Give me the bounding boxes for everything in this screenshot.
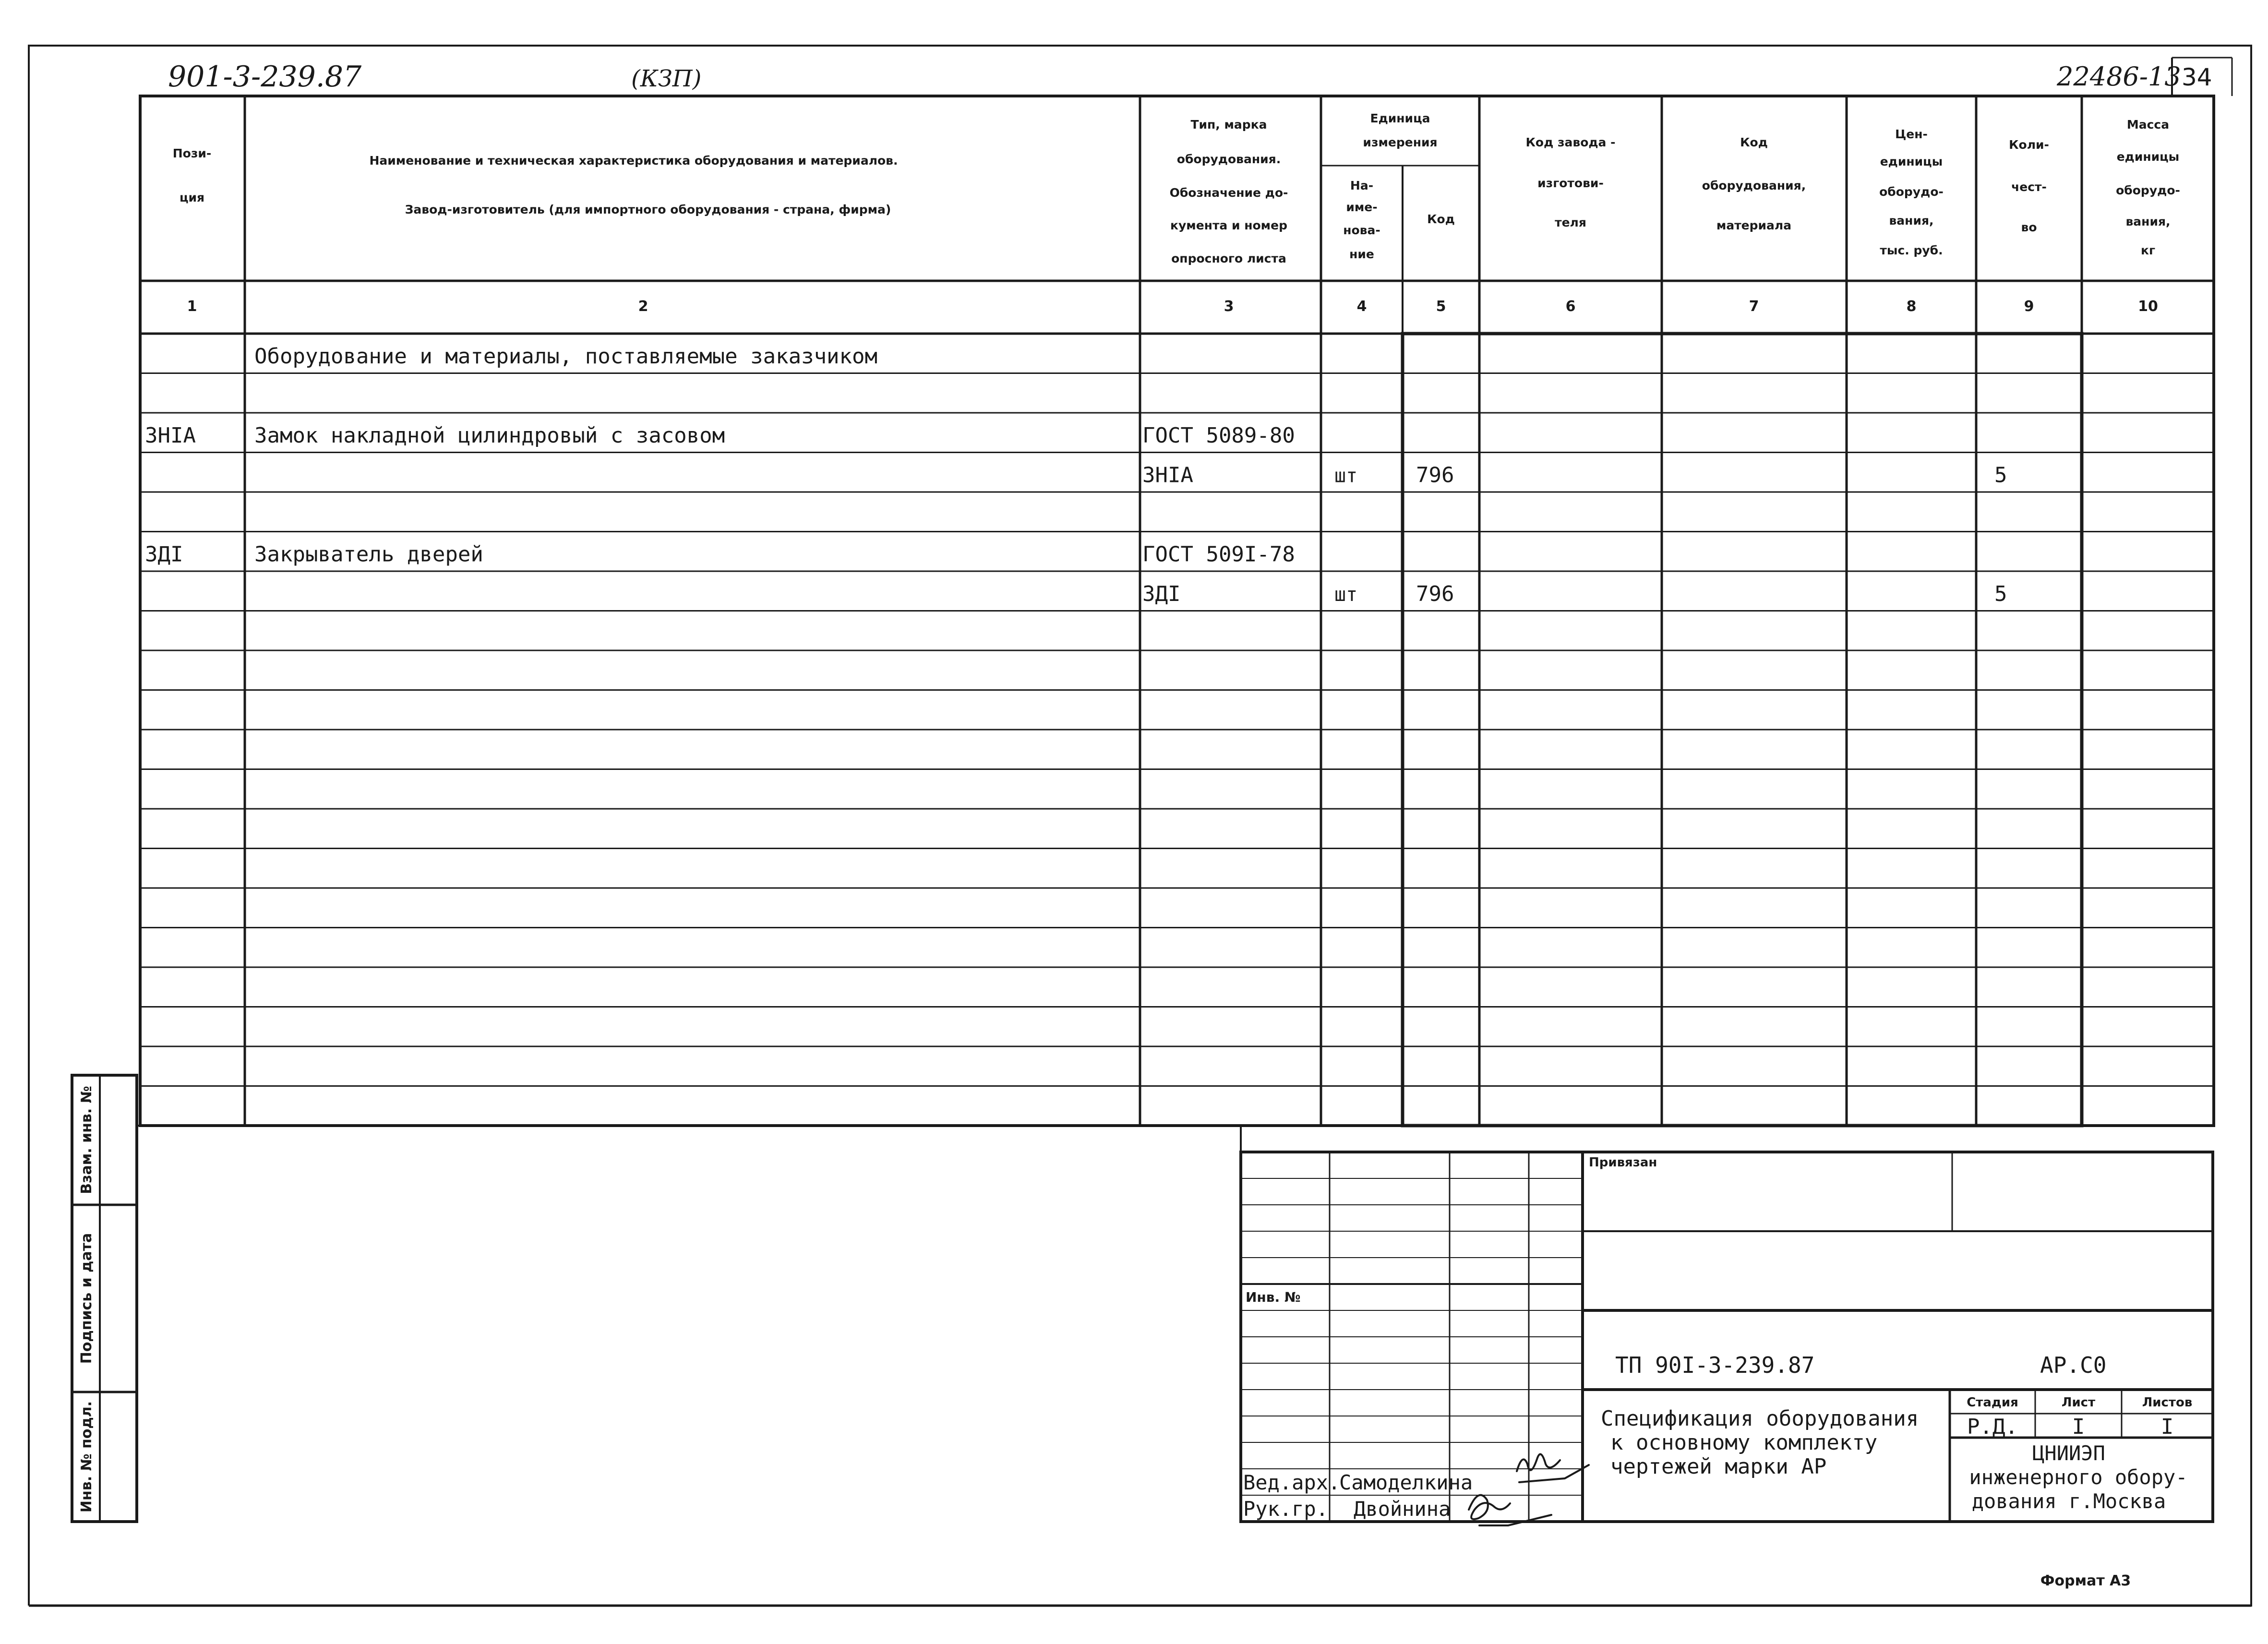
cell-code: 796 <box>1416 582 1454 606</box>
cell-pos: ЗНIА <box>145 423 196 448</box>
header-col8-line2: единицы <box>1880 155 1943 168</box>
cell-qty: 5 <box>1994 463 2007 488</box>
sheet-header: Лист <box>2061 1395 2096 1410</box>
header-col8-line4: вания, <box>1889 214 1934 228</box>
sheet-number: 34 <box>2182 63 2212 91</box>
header-col8-line3: оборудо- <box>1879 185 1944 199</box>
header-col4-line3: нова- <box>1343 223 1380 237</box>
col-number-3: 3 <box>1224 298 1234 315</box>
drawing-mark: АР.С0 <box>2040 1352 2107 1378</box>
cell-name: Замок накладной цилиндровый с засовом <box>254 423 725 448</box>
col-number-8: 8 <box>1906 298 1917 315</box>
header-col10-line3: оборудо- <box>2116 183 2180 197</box>
inv-no-label: Инв. № <box>1246 1289 1301 1305</box>
header-col3-line1: Тип, марка <box>1190 118 1267 132</box>
cell-qty: 5 <box>1994 582 2007 606</box>
side-stamp-labels <box>78 1086 95 1512</box>
col-number-7: 7 <box>1749 298 1759 315</box>
privyazan-label: Привязан <box>1589 1155 1657 1170</box>
header-col2-line1: Наименование и техническая характеристика оборудования и материалов. <box>369 154 898 168</box>
header-col4-line2: име- <box>1346 200 1378 214</box>
header-col7-line3: материала <box>1716 218 1792 232</box>
col-number-5: 5 <box>1436 298 1446 315</box>
header-col3-line3: Обозначение до- <box>1169 186 1288 200</box>
doc-number-handwritten: 901-3-239.87 <box>168 60 362 94</box>
header-col8-line5: тыс. руб. <box>1880 243 1943 257</box>
role-lead-architect: Вед.арх. <box>1243 1471 1341 1494</box>
header-col9-line1: Коли- <box>2009 138 2049 152</box>
header-col7-line2: оборудования, <box>1702 179 1806 192</box>
format-label: Формат А3 <box>2040 1572 2131 1589</box>
sheet-value: I <box>2072 1415 2085 1439</box>
header-col3-line2: оборудования. <box>1176 152 1281 166</box>
name-group-head: Двойнина <box>1354 1497 1451 1521</box>
side-inv-podl: Инв. № подл. <box>78 1401 95 1513</box>
sheets-value: I <box>2160 1415 2174 1439</box>
header-col5: Код <box>1427 212 1455 226</box>
stage-value: Р.Д. <box>1967 1415 2018 1439</box>
header-unit-group-line1: Единица <box>1370 111 1430 125</box>
col-number-1: 1 <box>187 298 197 315</box>
org-line-3: дования г.Москва <box>1971 1489 2166 1513</box>
header-col9-line3: во <box>2021 220 2037 234</box>
title-line-1: Спецификация оборудования <box>1601 1406 1919 1431</box>
col-number-10: 10 <box>2138 298 2158 315</box>
header-col1-line2: ция <box>179 191 205 204</box>
title-line-2: к основному комплекту <box>1610 1430 1878 1455</box>
org-line-2: инженерного обору- <box>1969 1465 2188 1489</box>
project-code: ТП 90I-3-239.87 <box>1615 1352 1815 1378</box>
header-col6-line3: теля <box>1555 216 1586 229</box>
header-col10-line1: Масса <box>2126 118 2170 132</box>
table-body <box>145 344 2007 606</box>
sheets-header: Листов <box>2142 1395 2193 1410</box>
title-line-3: чертежей марки АР <box>1610 1454 1827 1479</box>
header-col7-line1: Код <box>1740 135 1768 149</box>
cell-name: Закрыватель дверей <box>254 542 483 567</box>
cell-type: ЗДI <box>1142 582 1181 606</box>
cell-type: ГОСТ 5089-80 <box>1142 423 1295 448</box>
header-unit-group-line2: измерения <box>1363 135 1438 149</box>
header-col6-line1: Код завода - <box>1525 135 1616 149</box>
col-number-4: 4 <box>1356 298 1367 315</box>
header-col9-line2: чест- <box>2011 180 2047 194</box>
cell-pos: ЗДI <box>145 542 183 567</box>
header-col8-line1: Цен- <box>1895 127 1928 141</box>
col-number-2: 2 <box>638 298 648 315</box>
center-mark: (КЗП) <box>631 65 702 92</box>
header-col10-line2: единицы <box>2116 150 2180 164</box>
role-group-head: Рук.гр. <box>1243 1497 1329 1521</box>
table-header <box>173 111 2180 265</box>
header-col6-line2: изготови- <box>1537 176 1604 190</box>
archive-number: 22486-13 <box>2057 61 2181 92</box>
header-col10-line4: вания, <box>2125 215 2171 228</box>
header-col1-line1: Пози- <box>172 146 212 160</box>
cell-code: 796 <box>1416 463 1454 488</box>
side-podpis-data: Подпись и дата <box>78 1233 95 1364</box>
column-number-row <box>187 298 2158 315</box>
title-block-text <box>1243 1155 2192 1521</box>
cell-type: ЗНIА <box>1142 463 1193 488</box>
col-number-6: 6 <box>1565 298 1576 315</box>
header-col3-line5: опросного листа <box>1171 252 1286 265</box>
stage-header: Стадия <box>1967 1395 2018 1410</box>
cell-unit: шт <box>1334 465 1358 487</box>
header-col4-line1: На- <box>1350 179 1374 192</box>
side-vzam-inv: Взам. инв. № <box>78 1086 95 1194</box>
name-lead-architect: Самоделкина <box>1339 1471 1473 1494</box>
header-col4-line4: ние <box>1349 247 1374 261</box>
cell-unit: шт <box>1334 584 1358 606</box>
header-col2-line2: Завод-изготовитель (для импортного оборудования - страна, фирма) <box>405 203 891 216</box>
cell-type: ГОСТ 509I-78 <box>1142 542 1295 567</box>
col-number-9: 9 <box>2024 298 2034 315</box>
org-line-1: ЦНИИЭП <box>2032 1441 2105 1465</box>
header-col10-line5: кг <box>2140 243 2156 257</box>
header-col3-line4: кумента и номер <box>1170 218 1287 232</box>
cell-name: Оборудование и материалы, поставляемые заказчиком <box>254 344 878 369</box>
